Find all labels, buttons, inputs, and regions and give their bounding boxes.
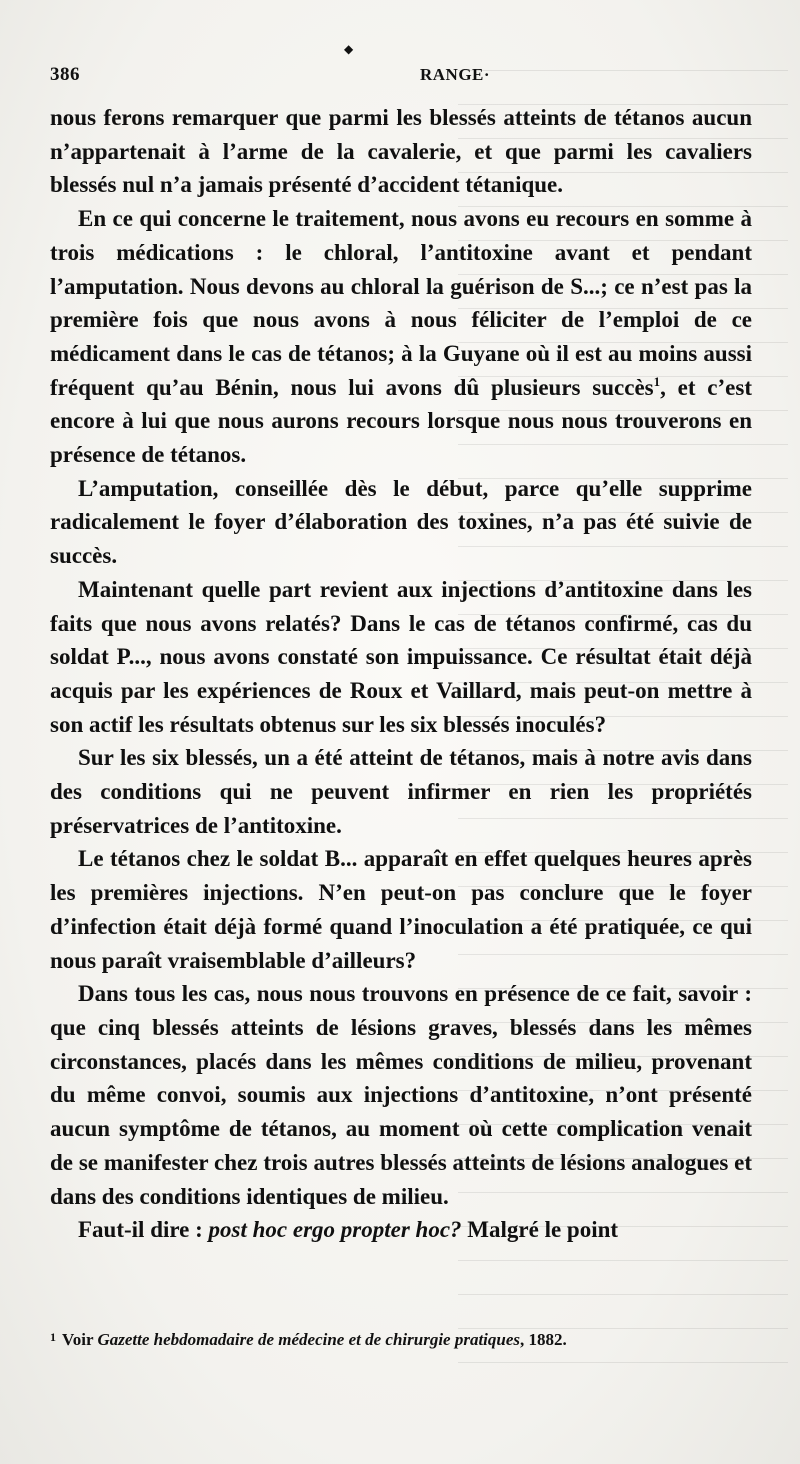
paragraph-text: nous ferons remarquer que parmi les blessés atteints de tétanos aucun n’appartenait à l’arme de la cavalerie, et que parmi les cavaliers blessés nul n’a jamais présenté d’accident tétanique. <box>50 105 752 198</box>
paragraph-text: Le tétanos chez le soldat B... apparaît en effet quelques heures après les premières injections. N’en peut-on pas conclure que le foyer d’infection était déjà formé quand l’inoculation a été pratiquée, ce qui nous paraît vraisemblable d’ailleurs? <box>50 846 752 973</box>
footnote-lead: Voir <box>62 1330 98 1349</box>
page-header <box>50 64 752 94</box>
paragraph-4 <box>50 573 752 742</box>
paragraph-7 <box>50 977 752 1213</box>
paragraph-2 <box>50 202 752 472</box>
paragraph-6 <box>50 842 752 977</box>
running-head: RANGE· <box>420 65 491 84</box>
paragraph-text-continued: Malgré le point <box>461 1217 619 1243</box>
footnote <box>50 1330 752 1350</box>
paragraph-text-continued: , et c’est encore à lui que nous aurons recours lorsque nous nous trouverons en présence de tétanos. <box>50 374 752 468</box>
paragraph-1 <box>50 101 752 202</box>
paragraph-text: Faut-il dire : <box>78 1217 209 1243</box>
footnote-journal: Gazette hebdomadaire de médecine et de chirurgie pratiques <box>97 1330 521 1349</box>
paragraph-text: Sur les six blessés, un a été atteint de tétanos, mais à notre avis dans des conditions qui ne peuvent infirmer en rien les propriétés préservatrices de l’antitoxine. <box>50 745 752 838</box>
footnote-number: 1 <box>50 1330 56 1344</box>
footnote-tail: , 1882. <box>520 1330 567 1349</box>
paragraph-5 <box>50 741 752 842</box>
page-number: 386 <box>50 64 80 85</box>
paragraph-text: Maintenant quelle part revient aux injections d’antitoxine dans les faits que nous avons relatés? Dans le cas de tétanos confirmé, cas du soldat P..., nous avons constaté son impuissance. Ce résultat était déjà acquis par les expériences de Roux et Vaillard, mais peut-on mettre à son actif les résultats obtenus sur les six blessés inoculés? <box>50 576 752 737</box>
paragraph-8 <box>50 1213 752 1247</box>
body-text <box>50 101 752 1247</box>
latin-phrase: post hoc ergo propter hoc? <box>208 1217 462 1243</box>
paragraph-text: En ce qui concerne le traitement, nous avons eu recours en somme à trois médications : le chloral, l’antitoxine avant et pendant l’amputation. Nous devons au chloral la guérison de S...; ce n’est pas la première fois que nous avons à nous féliciter de l’emploi de ce médicament dans le cas de tétanos; à la Guyane où il est au moins aussi fréquent qu’au Bénin, nous lui avons dû plusieurs succès <box>50 206 752 400</box>
top-ornament: ◆ <box>344 42 354 56</box>
paragraph-text: L’amputation, conseillée dès le début, parce qu’elle supprime radicalement le foyer d’élaboration des toxines, n’a pas été suivie de succès. <box>50 475 752 569</box>
paragraph-3 <box>50 472 752 573</box>
paragraph-text: Dans tous les cas, nous nous trouvons en présence de ce fait, savoir : que cinq blessés atteints de lésions graves, blessés dans les mêmes circonstances, placés dans les mêmes conditions de milieu, provenant du même convoi, soumis aux injections d’antitoxine, n’ont présenté aucun symptôme de tétanos, au moment où cette complication venait de se manifester chez trois autres blessés atteints de lésions analogues et dans des conditions identiques de milieu. <box>50 981 752 1209</box>
footnote-reference: 1 <box>653 373 661 389</box>
